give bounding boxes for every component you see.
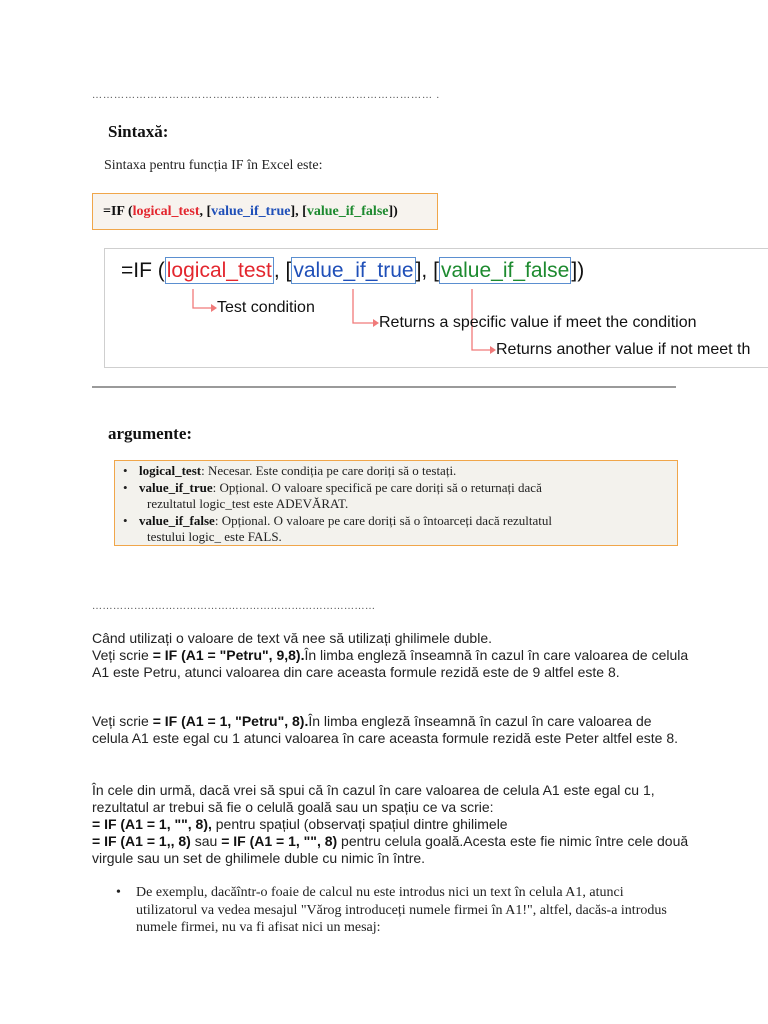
- argument-description: : Opțional. O valoare specifică pe care doriți să o returnați dacă: [212, 479, 542, 495]
- argument-term: value_if_false: [139, 512, 215, 528]
- formula-prefix: =IF (: [103, 204, 133, 219]
- paragraph-text: Veți scrie: [92, 713, 153, 729]
- if-function-diagram: [104, 248, 768, 368]
- formula-sep: ], [: [290, 204, 307, 219]
- paragraph-line: Când utilizați o valoare de text vă nee să utilizați ghilimele duble.: [92, 630, 493, 646]
- paragraph-text: În limba engleză înseamnă în cazul în care valoarea de celula A1 este egal cu 1 atunci valoarea în care aceasta formule rezidă este Peter altfel este 8.: [92, 713, 679, 746]
- argument-description: : Necesar. Este condiția pe care doriți să o testați.: [201, 463, 457, 478]
- diagram-prefix: =IF (: [121, 259, 165, 282]
- syntax-heading: Sintaxă:: [108, 122, 169, 141]
- top-separator: ………………………………………………………………………………… .: [92, 90, 440, 101]
- arrow-value-if-true: [353, 289, 373, 323]
- formula-syntax: [103, 204, 398, 220]
- argument-item: [121, 463, 669, 480]
- formula-example: = IF (A1 = 1, "", 8): [221, 833, 338, 849]
- formula-example: = IF (A1 = 1, "", 8),: [92, 816, 212, 832]
- paragraph-text: sau: [190, 833, 222, 849]
- arrow-test-condition: [193, 289, 211, 308]
- argument-description-cont: rezultatul logic_test este ADEVĂRAT.: [147, 496, 349, 511]
- middle-separator: ………………………………………………………………………: [92, 601, 376, 612]
- argument-item: [121, 513, 669, 546]
- horizontal-rule: [92, 386, 676, 388]
- example-bullet: [116, 884, 676, 937]
- formula-arg-logical-test: logical_test: [132, 204, 200, 219]
- paragraph-text: pentru celula goală.Acesta este fie nimic între cele două virgule sau un set de ghilimele duble cu nimic în între.: [92, 833, 689, 866]
- formula-sep: , [: [199, 204, 212, 219]
- argument-term: value_if_true: [139, 479, 213, 495]
- arguments-box: [114, 460, 678, 546]
- annotation-value-if-false: Returns another value if not meet th: [496, 341, 751, 358]
- argument-term: logical_test: [139, 463, 202, 478]
- bullet-icon: •: [116, 885, 121, 900]
- syntax-intro: Sintaxa pentru funcția IF în Excel este:: [104, 158, 323, 173]
- formula-box: [92, 193, 438, 230]
- argument-item: [121, 480, 669, 513]
- paragraph-text-values: [92, 630, 692, 681]
- diagram-arg-logical-test: logical_test: [166, 259, 272, 282]
- formula-suffix: ]): [388, 204, 398, 219]
- paragraph-numeric-condition: [92, 713, 692, 747]
- paragraph-text: În cele din urmă, dacă vrei să spui că în cazul în care valoarea de celula A1 este egal cu 1, rezultatul ar trebui să fie o celulă goală sau un spațiu ce va scrie:: [92, 782, 655, 815]
- diagram-formula: [121, 259, 584, 283]
- paragraph-empty-cell: [92, 782, 692, 867]
- formula-example: = IF (A1 = 1,, 8): [92, 833, 191, 849]
- bullet-text: De exemplu, dacăîntr-o foaie de calcul nu este introdus nici un text în celula A1, atunci utilizatorul va vedea mesajul "Vărog introduceți numele firmei în A1!", altfel, dacăs-a introdus numele firmei, nu va fi afisat nici un mesaj:: [136, 885, 667, 935]
- diagram-suffix: ]): [571, 259, 585, 282]
- diagram-arg-value-if-true: value_if_true: [293, 259, 414, 282]
- argument-description: : Opțional. O valoare pe care doriți să o întoarceți dacă rezultatul: [214, 512, 552, 528]
- formula-example: = IF (A1 = 1, "Petru", 8).: [152, 713, 309, 729]
- formula-arg-value-if-true: value_if_true: [211, 204, 291, 219]
- formula-arg-value-if-false: value_if_false: [306, 204, 389, 219]
- arguments-list: [121, 463, 669, 546]
- formula-example: = IF (A1 = "Petru", 9,8).: [152, 647, 305, 663]
- annotation-test-condition: Test condition: [217, 299, 315, 316]
- paragraph-text: În limba engleză înseamnă în cazul în care valoarea de celula A1 este Petru, atunci valoarea din care aceasta formule rezidă este de 9 altfel este 8.: [92, 647, 689, 680]
- diagram-sep: ], [: [415, 259, 439, 282]
- paragraph-text: pentru spațiul (observați spațiul dintre ghilimele: [211, 816, 508, 832]
- arguments-heading: argumente:: [108, 424, 193, 443]
- diagram-arg-value-if-false: value_if_false: [440, 259, 570, 282]
- diagram-sep: , [: [273, 259, 292, 282]
- paragraph-text: Veți scrie: [92, 647, 153, 663]
- annotation-value-if-true: Returns a specific value if meet the condition: [379, 314, 697, 331]
- argument-description-cont: testului logic_ este FALS.: [147, 529, 282, 544]
